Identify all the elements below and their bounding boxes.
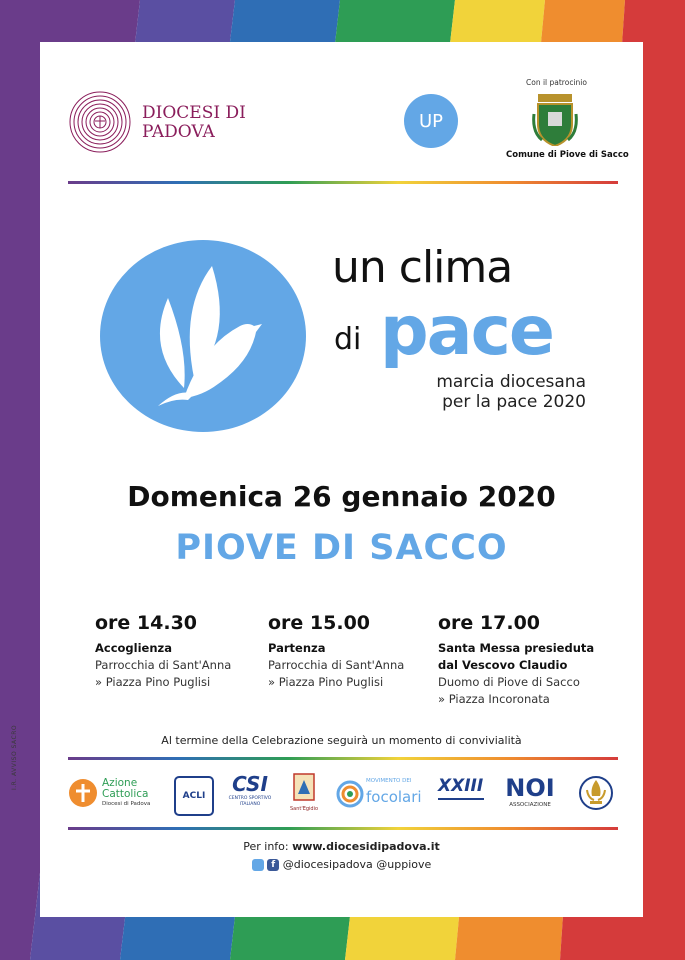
schedule-location: » Piazza Pino Puglisi	[268, 675, 384, 689]
noi-name: NOI	[505, 774, 555, 802]
xxiii-underline	[438, 798, 484, 800]
noi-logo	[500, 774, 560, 814]
side-note: I.R. AVVISO SACRO	[11, 724, 18, 790]
azione-cattolica-sub: Diocesi di Padova	[102, 801, 151, 807]
diocesi-line1: DIOCESI DI	[142, 103, 246, 123]
diocesi-name	[142, 104, 246, 142]
title-pace: pace	[380, 292, 553, 371]
title-line1: un clima	[332, 242, 513, 293]
azione-cattolica-name: Azione Cattolica	[102, 777, 149, 800]
santegidio-icon	[292, 772, 316, 802]
top-divider	[68, 181, 618, 184]
schedule-event: Accoglienza	[95, 641, 172, 655]
schedule-time: ore 14.30	[95, 612, 198, 634]
azione-cattolica-logo	[68, 774, 166, 814]
schedule-item	[268, 612, 404, 691]
schedule-location: » Piazza Pino Puglisi	[95, 675, 211, 689]
schedule-event: Santa Messa presieduta	[438, 641, 595, 655]
instagram-icon[interactable]	[252, 859, 264, 871]
santegidio-logo	[288, 772, 320, 818]
schedule-time: ore 15.00	[268, 612, 371, 634]
focolari-logo	[336, 774, 428, 814]
azione-cattolica-icon	[68, 778, 98, 808]
subtitle-line1: marcia diocesana	[436, 372, 586, 392]
schedule-event: dal Vescovo Claudio	[438, 658, 568, 672]
comune-name: Comune di Piove di Sacco	[506, 150, 629, 160]
schedule-location: Duomo di Piove di Sacco	[438, 675, 580, 689]
schedule-location: » Piazza Incoronata	[438, 692, 550, 706]
title-di: di	[334, 322, 362, 357]
schedule-item	[95, 612, 231, 691]
patronage-label: Con il patrocinio	[526, 78, 587, 87]
csi-logo	[228, 772, 272, 816]
social-line	[40, 858, 643, 871]
acli-name: ACLI	[182, 791, 206, 801]
partners-divider-bottom	[68, 827, 618, 830]
focolari-top: MOVIMENTO DEI	[366, 778, 412, 784]
partners-divider-top	[68, 757, 618, 760]
social-handles: @diocesipadova @uppiove	[282, 858, 432, 871]
peace-dove-icon	[98, 238, 308, 434]
acli-logo	[174, 776, 214, 816]
xxiii-name: XXIII	[438, 776, 484, 796]
info-label: Per info:	[243, 840, 289, 853]
comune-crest-icon	[532, 94, 578, 146]
subtitle-line2: per la pace 2020	[442, 392, 586, 412]
poster	[40, 42, 643, 917]
up-logo	[404, 94, 458, 148]
focolari-name: focolari	[366, 788, 422, 806]
closing-note: Al termine della Celebrazione seguirà un momento di convivialità	[161, 734, 522, 747]
schedule-location: Parrocchia di Sant'Anna	[268, 658, 405, 672]
schedule-item	[438, 612, 594, 708]
diocesi-logo-icon	[68, 90, 132, 154]
up-logo-text: UP	[418, 110, 444, 132]
noi-sub: ASSOCIAZIONE	[509, 802, 551, 808]
schedule-location: Parrocchia di Sant'Anna	[95, 658, 232, 672]
focolari-icon	[336, 780, 364, 808]
schedule-time: ore 17.00	[438, 612, 541, 634]
facebook-icon[interactable]: f	[267, 859, 279, 871]
website-link[interactable]: www.diocesidipadova.it	[292, 840, 440, 853]
diocesi-line2: PADOVA	[142, 122, 215, 142]
info-line	[40, 840, 643, 853]
csi-name: CSI	[232, 772, 268, 796]
schedule-event: Partenza	[268, 641, 326, 655]
event-place: PIOVE DI SACCO	[175, 528, 508, 568]
agesci-scout-icon	[578, 774, 614, 812]
event-date: Domenica 26 gennaio 2020	[127, 480, 556, 513]
csi-sub: CENTRO SPORTIVO ITALIANO	[228, 796, 272, 807]
santegidio-name: Sant'Egidio	[289, 806, 319, 812]
subtitle	[370, 372, 586, 412]
xxiii-logo	[438, 776, 484, 812]
